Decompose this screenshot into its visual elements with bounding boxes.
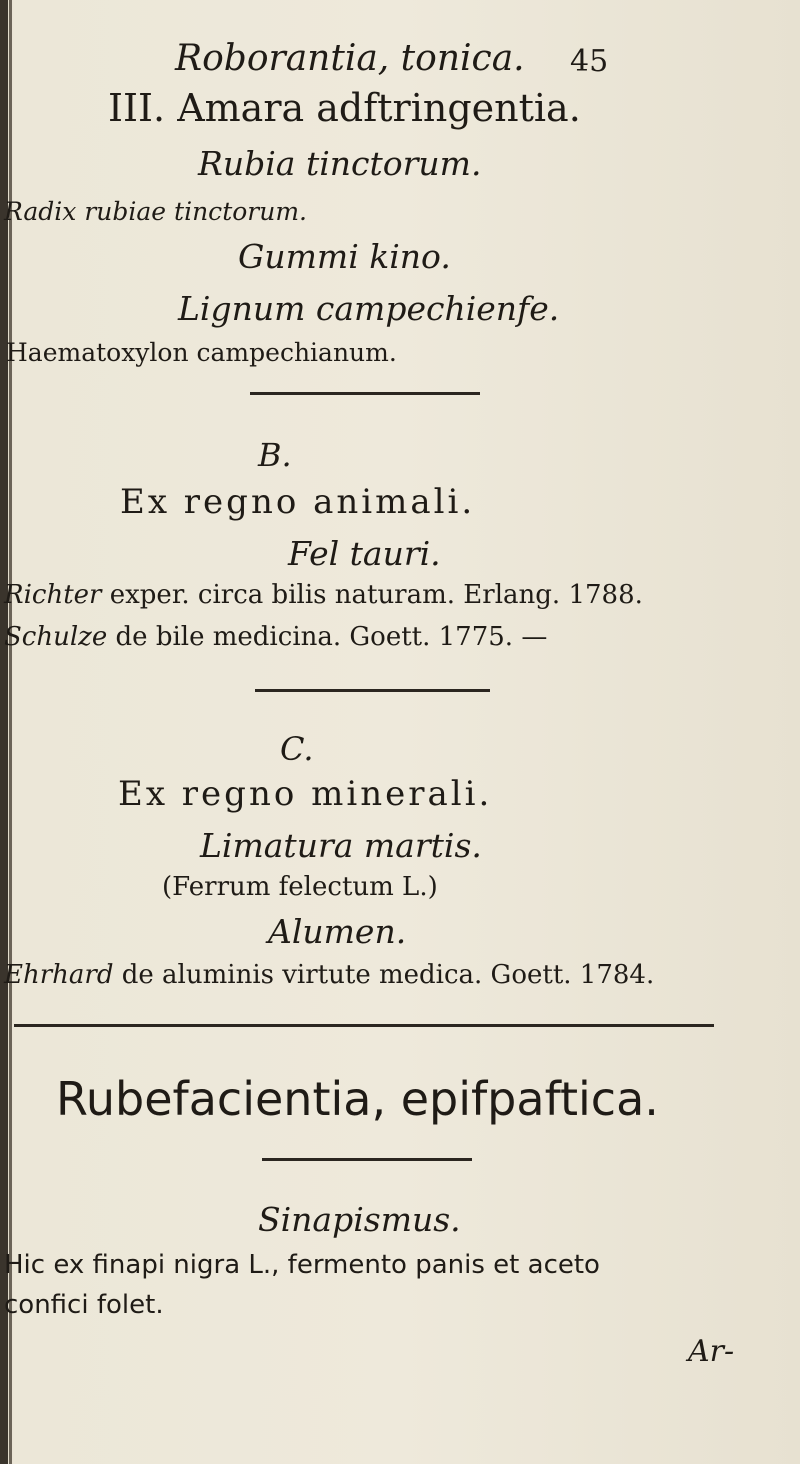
running-title: Roborantia, tonica.: [175, 38, 525, 79]
sinapismus-title: Sinapismus.: [258, 1200, 461, 1239]
ref-2-text: de bile medicina. Goett. 1775. —: [115, 622, 548, 652]
section-b-heading: Ex regno animali.: [120, 482, 476, 522]
divider-3: [14, 1024, 714, 1027]
sinapismus-body-1: Hic ex finapi nigra L., fermento panis et aceto: [4, 1250, 600, 1280]
ref-3-author: Ehrhard: [4, 960, 114, 990]
section-c-note: (Ferrum felectum L.): [162, 872, 438, 902]
section-b-ref-2: [4, 622, 547, 652]
divider-1: [250, 392, 480, 395]
divider-4: [262, 1158, 472, 1161]
ref-3-text: de aluminis virtute medica. Goett. 1784.: [121, 960, 655, 990]
sinapismus-body-2: confici folet.: [4, 1290, 164, 1320]
page-number: 45: [570, 44, 609, 79]
entry-gummi-title: Gummi kino.: [238, 237, 451, 276]
rubefacientia-heading: Rubefacientia, epifpaftica.: [56, 1072, 659, 1126]
divider-2: [255, 689, 490, 692]
section-c-title2: Alumen.: [268, 912, 407, 951]
section-c-title: Limatura martis.: [200, 826, 482, 865]
section-c-ref: [4, 960, 654, 990]
entry-lignum-detail: Haematoxylon campechianum.: [6, 338, 397, 367]
section-c-letter: C.: [280, 730, 314, 768]
entry-rubia-detail: Radix rubiae tinctorum.: [4, 197, 307, 226]
ref-1-author: Richter: [4, 580, 102, 610]
section-c-heading: Ex regno minerali.: [118, 774, 493, 814]
section-b-ref-1: [4, 580, 643, 610]
section-b-title: Fel tauri.: [288, 534, 441, 573]
ref-2-author: Schulze: [4, 622, 108, 652]
catchword: Ar-: [688, 1334, 735, 1369]
section-iii-heading: III. Amara adftringentia.: [108, 86, 581, 130]
section-b-letter: B.: [258, 436, 292, 474]
entry-lignum-title: Lignum campechienfe.: [178, 289, 560, 328]
entry-rubia-title: Rubia tinctorum.: [198, 144, 482, 183]
ref-1-text: exper. circa bilis naturam. Erlang. 1788.: [109, 580, 643, 610]
